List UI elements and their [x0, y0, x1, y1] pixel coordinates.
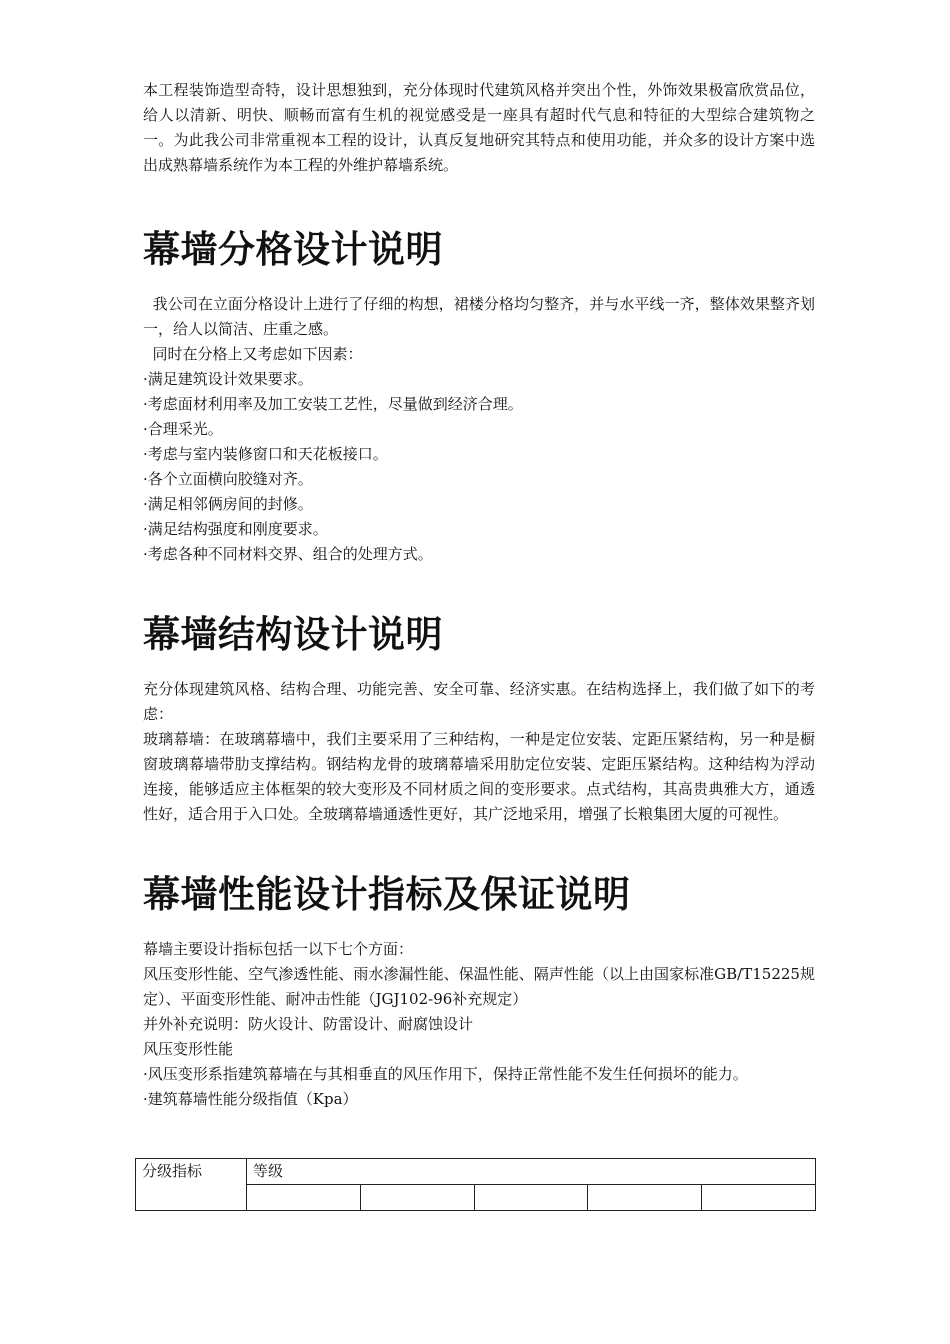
bullet-item: ·各个立面横向胶缝对齐。: [143, 470, 313, 488]
bullet-item: ·风压变形系指建筑幕墙在与其相垂直的风压作用下，保持正常性能不发生任何损坏的能力。: [143, 1065, 748, 1083]
bullet-item: ·建筑幕墙性能分级指值（Kpa）: [143, 1090, 358, 1108]
table-header-grade: 等级: [247, 1159, 816, 1185]
intro-paragraph: 本工程装饰造型奇特，设计思想独到，充分体现时代建筑风格并突出个性，外饰效果极富欣赏品位，给人以清新、明快、顺畅而富有生机的视觉感受是一座具有超时代气息和特征的大型综合建筑物之一。为此我公司非常重视本工程的设计，认真反复地研究其特点和使用功能，并众多的设计方案中选出成熟幕墙系统作为本工程的外维护幕墙系统。: [143, 81, 815, 174]
performance-metrics: 风压变形性能、空气渗透性能、雨水渗漏性能、保温性能、隔声性能（以上由国家标准GB/T15225规定）、平面变形性能、耐冲击性能（JGJ102-96补充规定）: [143, 965, 815, 1008]
table-cell: [474, 1185, 588, 1211]
table-header-index: 分级指标: [136, 1159, 247, 1211]
section-heading-structure-design: 幕墙结构设计说明: [143, 613, 443, 656]
bullet-item: ·满足建筑设计效果要求。: [143, 370, 313, 388]
bullet-item: ·合理采光。: [143, 420, 223, 438]
performance-intro: 幕墙主要设计指标包括一以下七个方面：: [143, 940, 414, 958]
table-cell: [702, 1185, 816, 1211]
performance-subheading: 风压变形性能: [143, 1040, 234, 1058]
bullet-item: ·考虑与室内装修窗口和天花板接口。: [143, 445, 388, 463]
grid-design-paragraph: 我公司在立面分格设计上进行了仔细的构想，裙楼分格均匀整齐，并与水平线一齐，整体效果整齐划一，给人以简洁、庄重之感。: [143, 295, 815, 338]
bullet-item: ·满足相邻俩房间的封修。: [143, 495, 313, 513]
bullet-item: ·考虑面材利用率及加工安装工艺性，尽量做到经济合理。: [143, 395, 523, 413]
document-body: [143, 78, 815, 1112]
table-cell: [247, 1185, 361, 1211]
performance-grade-table: [135, 1158, 816, 1211]
grid-design-factors-intro: 同时在分格上又考虑如下因素：: [143, 345, 363, 363]
performance-supplement: 并外补充说明：防火设计、防雷设计、耐腐蚀设计: [143, 1015, 474, 1033]
bullet-item: ·满足结构强度和刚度要求。: [143, 520, 328, 538]
bullet-item: ·考虑各种不同材料交界、组合的处理方式。: [143, 545, 433, 563]
table-row: [136, 1159, 816, 1185]
table-cell: [588, 1185, 702, 1211]
section-heading-grid-design: 幕墙分格设计说明: [143, 228, 443, 271]
table-cell: [360, 1185, 474, 1211]
structure-design-glass-curtain: 玻璃幕墙：在玻璃幕墙中，我们主要采用了三种结构，一种是定位安装、定距压紧结构，另一种是橱窗玻璃幕墙带肋支撑结构。钢结构龙骨的玻璃幕墙采用肋定位安装、定距压紧结构。这种结构为浮动连接，能够适应主体框架的较大变形及不同材质之间的变形要求。点式结构，其高贵典雅大方，通透性好，适合用于入口处。全玻璃幕墙通透性更好，其广泛地采用，增强了长粮集团大厦的可视性。: [143, 730, 815, 823]
structure-design-intro: 充分体现建筑风格、结构合理、功能完善、安全可靠、经济实惠。在结构选择上，我们做了如下的考虑：: [143, 680, 815, 723]
section-heading-performance: 幕墙性能设计指标及保证说明: [143, 873, 631, 916]
